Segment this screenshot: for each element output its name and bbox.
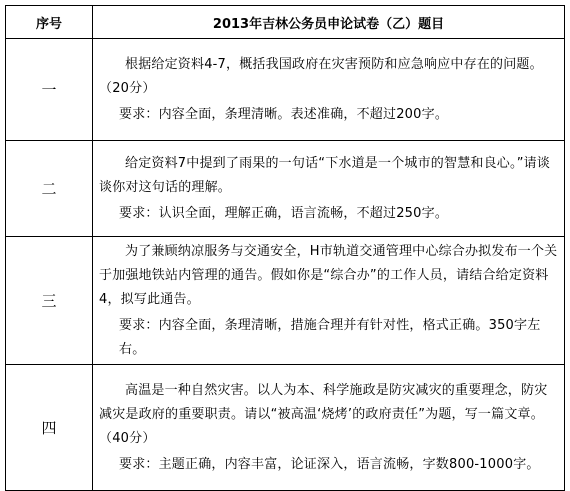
question-row-2: [6, 141, 565, 237]
column-header-number: 序号: [6, 6, 93, 39]
question-row-3: [6, 237, 565, 365]
table-header-row: [6, 6, 565, 39]
question-content: [93, 365, 565, 491]
table-title: 2013年吉林公务员申论试卷（乙）题目: [93, 6, 565, 39]
question-requirement: 要求：认识全面，理解正确，语言流畅，不超过250字。: [119, 206, 449, 221]
question-text: 根据给定资料4-7，概括我国政府在灾害预防和应急响应中存在的问题。: [125, 57, 543, 72]
question-requirement: 要求：主题正确，内容丰富，论证深入，语言流畅，字数800-1000字。: [119, 457, 540, 472]
question-score: （20分）: [99, 81, 156, 96]
question-requirement: 要求：内容全面，条理清晰。表述准确，不超过200字。: [119, 107, 449, 122]
question-text: 给定资料7中提到了雨果的一句话“下水道是一个城市的智慧和良心。”请谈谈你对这句话的理解。: [99, 156, 551, 195]
exam-questions-table: [5, 5, 565, 491]
question-number: 二: [6, 141, 93, 237]
question-content: [93, 39, 565, 141]
question-number: 三: [6, 237, 93, 365]
question-number: 四: [6, 365, 93, 491]
question-row-1: [6, 39, 565, 141]
question-text: 高温是一种自然灾害。以人为本、科学施政是防灾减灾的重要理念，防灾减灾是政府的重要职责。请以“被高温‘烧烤’的政府责任”为题，写一篇文章。（40分）: [99, 383, 548, 446]
question-content: [93, 237, 565, 365]
question-row-4: [6, 365, 565, 491]
question-content: [93, 141, 565, 237]
question-text: 为了兼顾纳凉服务与交通安全，H市轨道交通管理中心综合办拟发布一个关于加强地铁站内管理的通告。假如你是“综合办”的工作人员，请结合给定资料4，拟写此通告。: [99, 244, 558, 307]
question-requirement: 要求：内容全面，条理清晰，措施合理并有针对性，格式正确。350字左右。: [119, 318, 541, 357]
question-number: 一: [6, 39, 93, 141]
